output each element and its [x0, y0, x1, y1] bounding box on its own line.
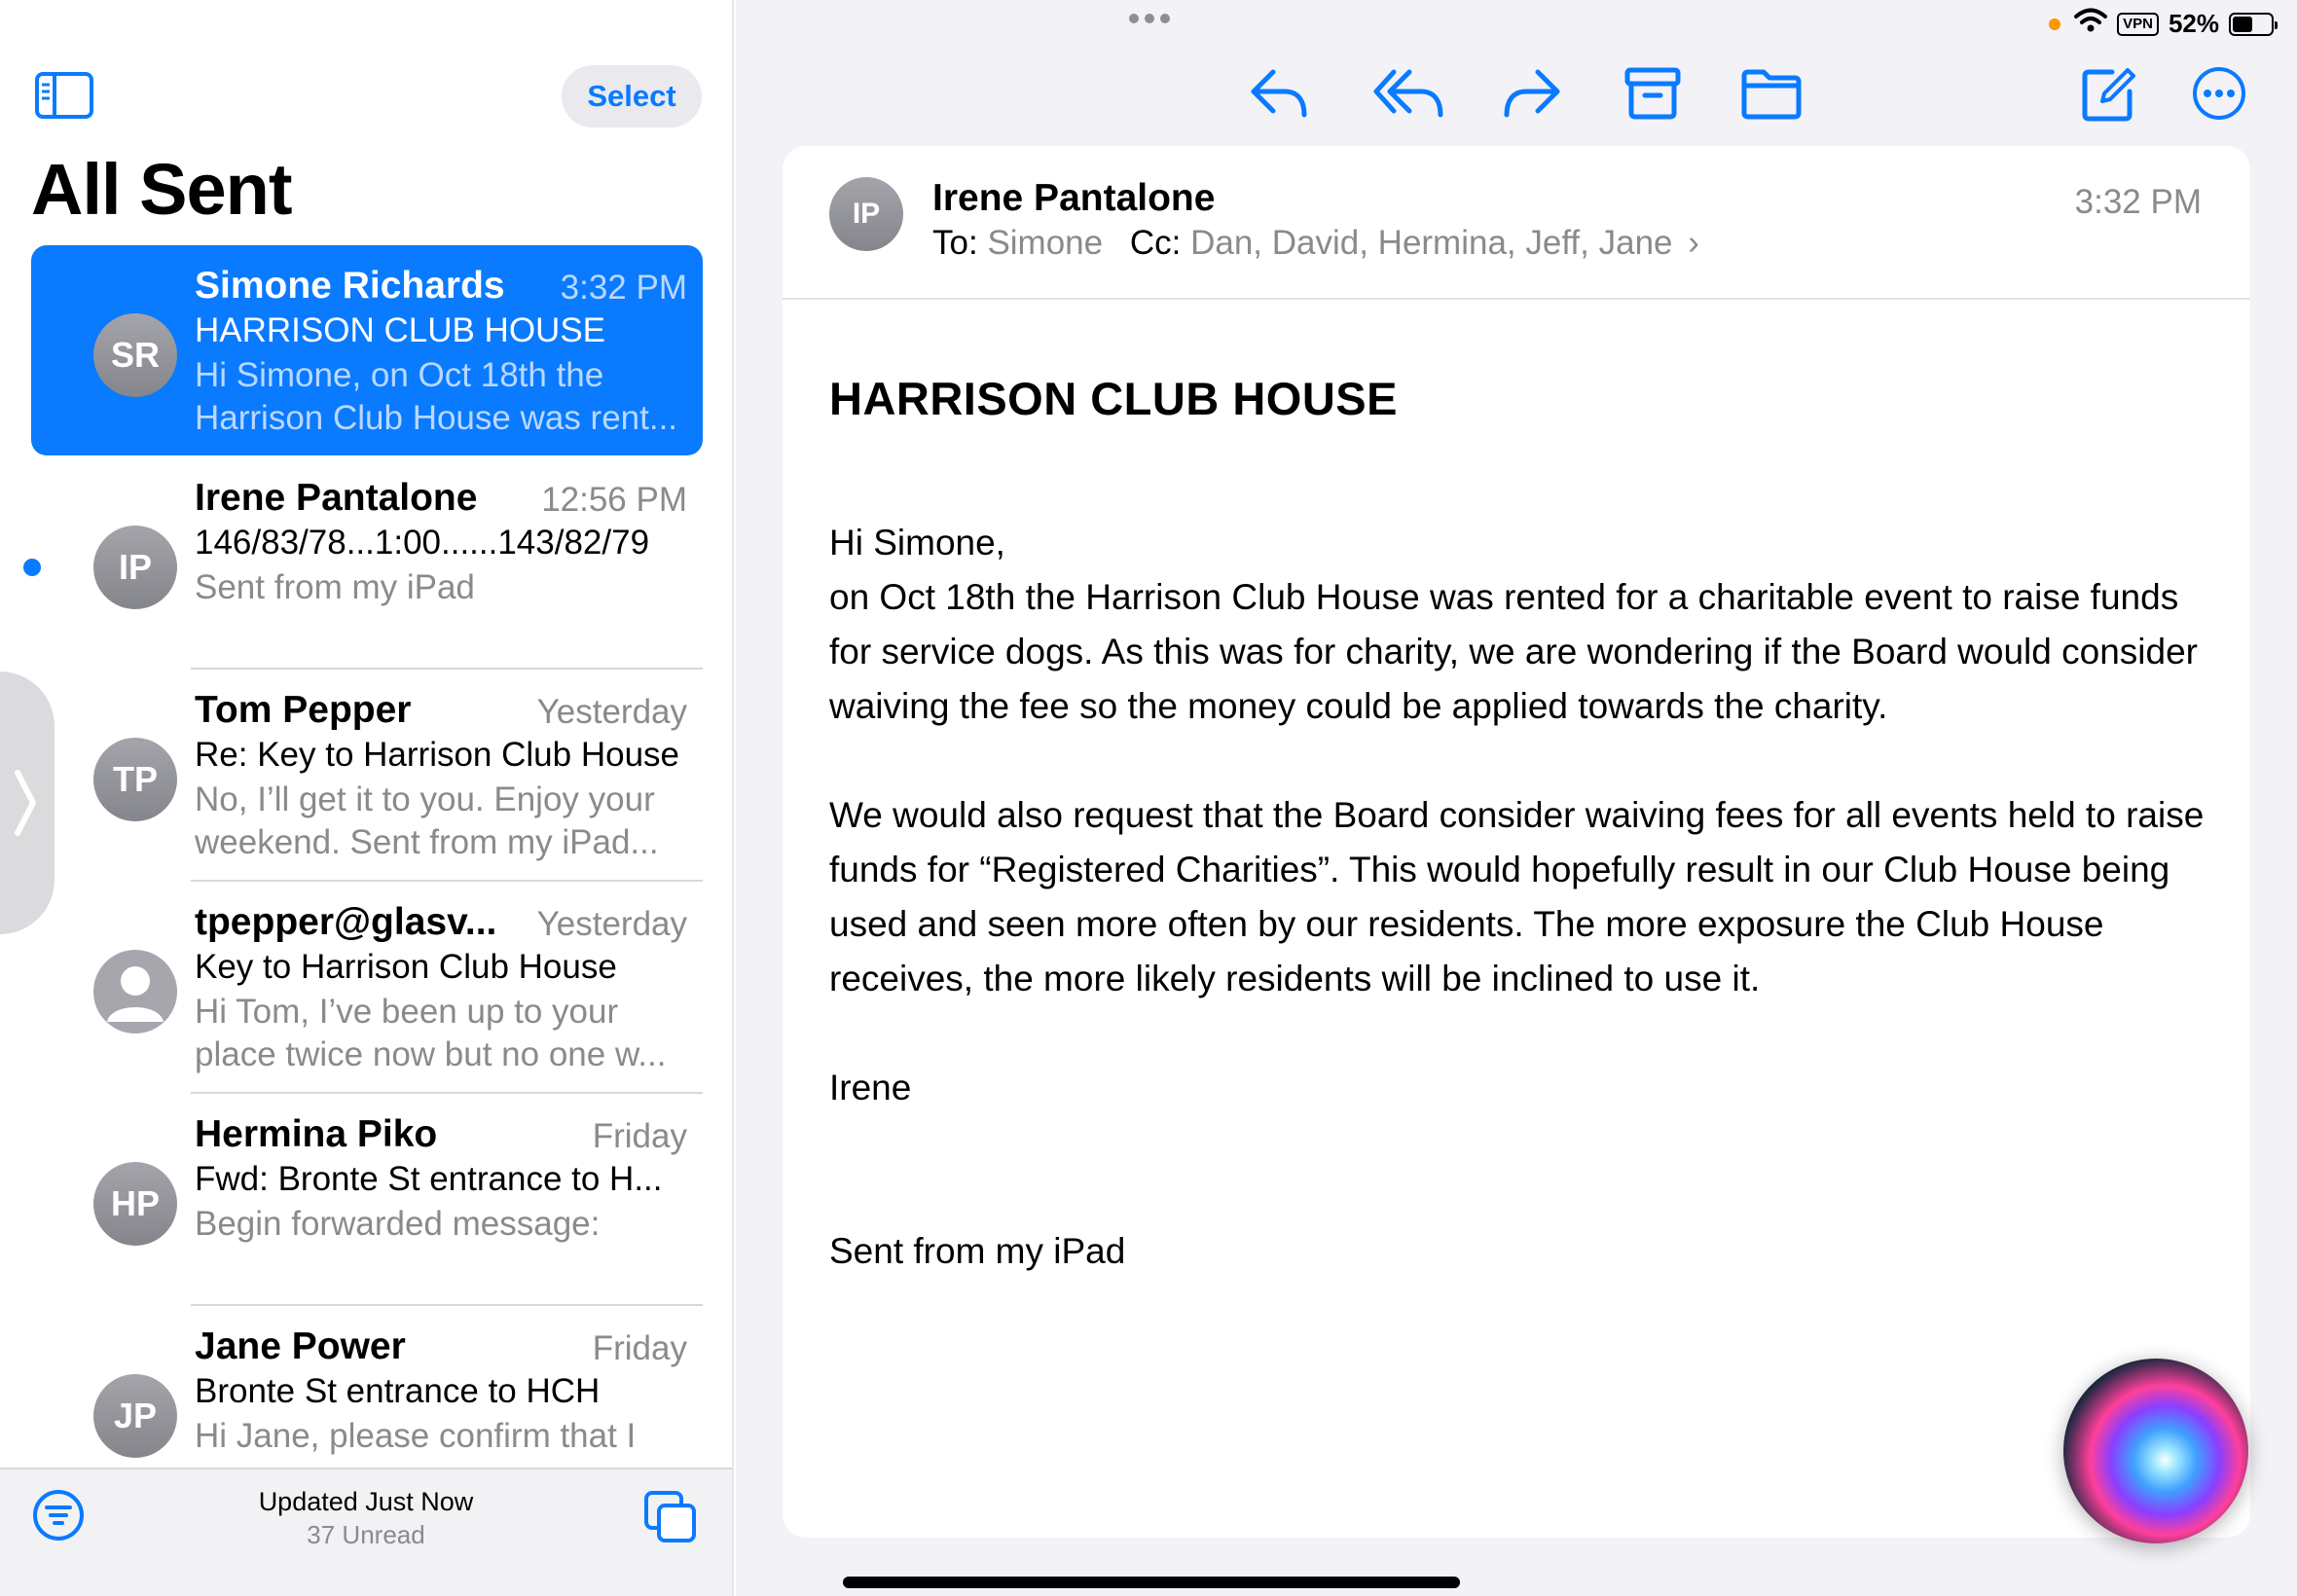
mail-row[interactable] [31, 245, 703, 455]
to-recipients: Simone [987, 224, 1104, 262]
mail-subject: Re: Key to Harrison Club House [195, 736, 679, 774]
mail-subject: Bronte St entrance to HCH [195, 1372, 601, 1410]
forward-icon[interactable] [1499, 64, 1565, 123]
select-button[interactable]: Select [562, 65, 702, 127]
mail-row[interactable] [31, 882, 703, 1094]
vpn-badge: VPN [2117, 13, 2159, 36]
message-pane [736, 0, 2297, 1596]
mailbox-footer [0, 1468, 732, 1596]
recipients-line[interactable] [932, 224, 1699, 263]
multiple-windows-icon[interactable] [642, 1489, 699, 1545]
mail-sender: tpepper@glasv... [195, 901, 497, 943]
to-label: To: [932, 224, 978, 262]
mail-sender: Simone Richards [195, 265, 505, 307]
mic-indicator-icon [2049, 18, 2060, 30]
mail-preview: No, I’ll get it to you. Enjoy your weekend. Sent from my iPad... [195, 780, 659, 861]
body-paragraph: We would also request that the Board consider waiving fees for all events held to raise funds for “Registered Charities”. This would hopefully result in our Club House being used and seen more often by our residents. The more exposure the Club House receives, the more likely residents will be inclined to use it. [829, 795, 2205, 998]
sidebar-edge-handle[interactable] [0, 671, 55, 934]
greeting: Hi Simone, [829, 523, 1005, 562]
sent-from: Sent from my iPad [829, 1231, 1126, 1271]
mail-preview: Hi Simone, on Oct 18th the Harrison Club House was rent... [195, 356, 678, 437]
avatar: SR [93, 313, 177, 397]
mail-subject: 146/83/78...1:00......143/82/79 [195, 524, 650, 562]
status-indicators [2049, 8, 2274, 40]
mail-sender: Irene Pantalone [195, 477, 478, 519]
mail-time: 3:32 PM [560, 269, 687, 307]
mail-preview: Hi Tom, I’ve been up to your place twice now but no one w... [195, 993, 667, 1073]
folder-icon[interactable] [1738, 64, 1805, 123]
mail-preview: Begin forwarded message: [195, 1205, 601, 1243]
mail-row[interactable] [31, 670, 703, 882]
message-header [783, 146, 2250, 300]
unread-indicator [23, 559, 41, 576]
home-indicator[interactable] [843, 1577, 1460, 1588]
message-time: 3:32 PM [2074, 183, 2202, 221]
chevron-right-icon: › [1688, 224, 1699, 262]
battery-percent: 52% [2168, 9, 2219, 38]
mail-row[interactable] [31, 1094, 703, 1306]
page-title: All Sent [31, 149, 292, 230]
mail-subject: HARRISON CLUB HOUSE [195, 311, 606, 349]
update-status: Updated Just Now [258, 1487, 474, 1516]
sender-avatar[interactable]: IP [829, 177, 903, 251]
mail-preview: Sent from my iPad [195, 568, 475, 606]
mail-subject: Key to Harrison Club House [195, 948, 617, 986]
multitasking-dots-icon[interactable] [1129, 14, 1170, 23]
cc-recipients: Dan, David, Hermina, Jeff, Jane [1190, 224, 1673, 262]
signature: Irene [829, 1068, 912, 1107]
avatar: TP [93, 738, 177, 821]
mail-sender: Jane Power [195, 1325, 406, 1367]
reply-icon[interactable] [1246, 64, 1312, 123]
compose-icon[interactable] [2077, 64, 2143, 123]
avatar: JP [93, 1374, 177, 1458]
archive-icon[interactable] [1620, 64, 1686, 123]
siri-icon[interactable] [2063, 1359, 2248, 1543]
mail-sender: Hermina Piko [195, 1113, 438, 1155]
avatar: IP [93, 526, 177, 609]
battery-icon [2229, 13, 2274, 36]
mail-time: Friday [592, 1329, 687, 1367]
unread-count: 37 Unread [307, 1520, 425, 1549]
mail-row[interactable] [31, 457, 703, 670]
person-avatar-icon [93, 950, 177, 1034]
cc-label: Cc: [1129, 224, 1182, 262]
mail-time: Friday [592, 1117, 687, 1155]
sender-name[interactable]: Irene Pantalone [932, 177, 1216, 219]
message-body [829, 516, 2211, 1279]
reply-all-icon[interactable] [1370, 64, 1448, 123]
avatar: HP [93, 1162, 177, 1246]
mail-time: Yesterday [536, 693, 687, 731]
more-options-icon[interactable] [2190, 64, 2256, 123]
mail-time: Yesterday [536, 905, 687, 943]
mail-subject: Fwd: Bronte St entrance to H... [195, 1160, 663, 1198]
sidebar-toggle-icon[interactable] [35, 72, 93, 119]
mailbox-pane [0, 0, 734, 1596]
mail-list [31, 245, 703, 1518]
message-card [783, 146, 2250, 1538]
mail-sender: Tom Pepper [195, 689, 412, 731]
wifi-icon [2074, 8, 2107, 40]
mail-time: 12:56 PM [541, 481, 687, 519]
body-paragraph: on Oct 18th the Harrison Club House was rented for a charitable event to raise funds for service dogs. As this was for charity, we are wondering if the Board would consider waiving the fee so the money could be applied towards the charity. [829, 577, 2198, 726]
mail-preview: Hi Jane, please confirm that I [195, 1417, 637, 1455]
message-subject: HARRISON CLUB HOUSE [829, 373, 1398, 424]
